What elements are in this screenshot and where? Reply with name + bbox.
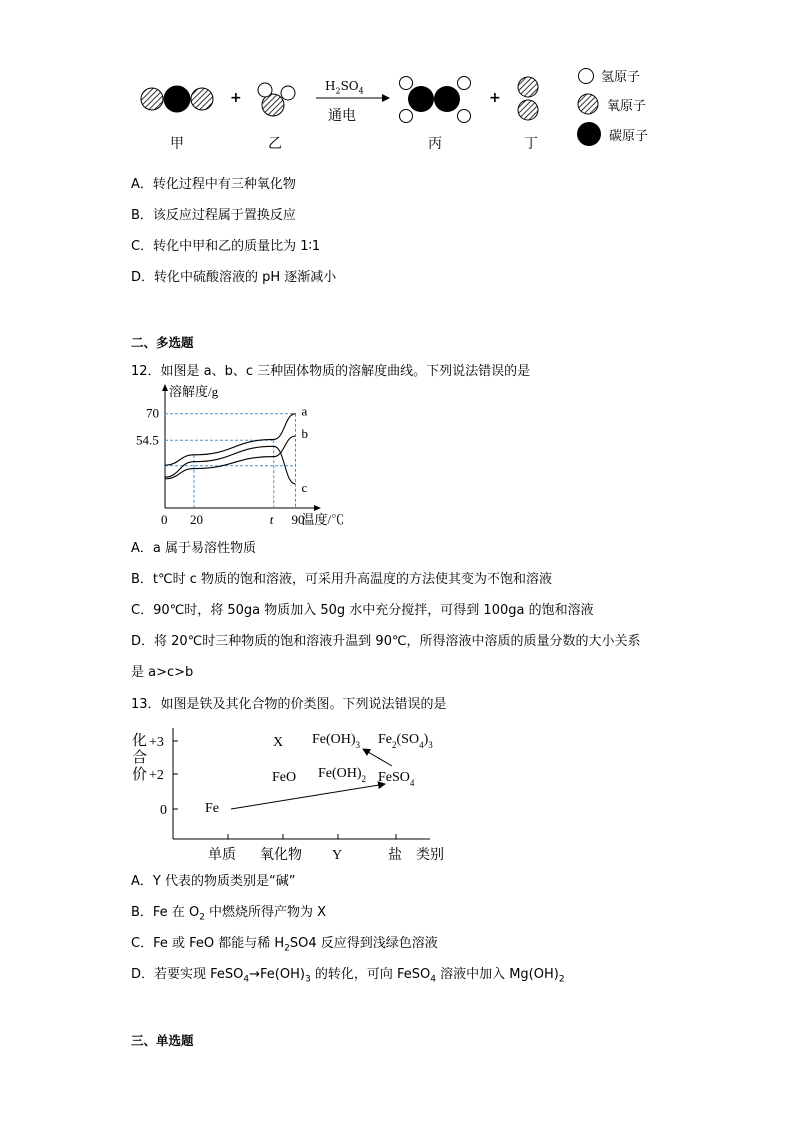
- section-heading-2: 二、多选题: [131, 335, 194, 350]
- x-tick-oxide: 氧化物: [260, 848, 302, 863]
- species-feoh3: $Fe(OH)_3$: [312, 732, 361, 750]
- y-axis-label-3: 价: [132, 767, 148, 783]
- x-tick-elemental: 单质: [208, 848, 236, 863]
- q11-option-b: B．该反应过程属于置换反应: [131, 208, 296, 223]
- species-fe: Fe: [205, 801, 219, 816]
- species-fe2so43: $Fe_2(SO_4)_3$: [378, 732, 433, 750]
- legend-carbon: 碳原子: [577, 121, 648, 147]
- q13-option-d: D．若要实现 $FeSO_4\to Fe(OH)_3$ 的转化，可向 FeSO$_4$ 溶液中加入 $Mg(OH)_2$: [131, 967, 565, 985]
- q12-stem: 12．如图是 a、b、c 三种固体物质的溶解度曲线。下列说法错误的是: [131, 364, 531, 379]
- x-tick-0: 0: [161, 512, 168, 527]
- catalyst-label: $H_2SO_4$: [325, 79, 364, 96]
- q13-option-c: C．Fe 或 FeO 都能与稀 $H_2SO4$ 反应得到浅绿色溶液: [131, 936, 438, 954]
- arrow-feso4-to-feoh3: [363, 749, 392, 766]
- condition-label: 通电: [328, 108, 356, 124]
- q12-option-a: A．a 属于易溶性物质: [131, 541, 256, 556]
- x-tick-y: Y: [332, 848, 343, 863]
- molecule-yi: [258, 83, 295, 116]
- species-feo: FeO: [272, 770, 297, 785]
- species-feoh2: $Fe(OH)_2$: [318, 766, 367, 784]
- q13-option-a: A．Y 代表的物质类别是“碱”: [131, 874, 296, 889]
- x-tick-90: 90: [291, 512, 305, 527]
- x-axis-name: 类别: [416, 848, 444, 863]
- y-tick-54-5: 54.5: [136, 432, 159, 448]
- label-ding: 丁: [524, 136, 538, 152]
- label-jia: 甲: [170, 136, 184, 152]
- x-tick-salt: 盐: [388, 848, 402, 863]
- label-yi: 乙: [268, 136, 282, 152]
- q11-option-d: D．转化中硫酸溶液的 pH 逐渐减小: [131, 270, 337, 285]
- x-tick-20: 20: [190, 512, 203, 527]
- species-x: X: [273, 735, 284, 750]
- curve-label-b: b: [301, 426, 308, 441]
- y-tick-zero: 0: [160, 803, 167, 818]
- x-axis-title: 温度/℃: [301, 512, 345, 527]
- y-tick-plus2: +2: [149, 768, 164, 783]
- section-heading-3: 三、单选题: [131, 1033, 194, 1048]
- y-axis-arrow: [162, 384, 168, 391]
- y-axis-label-2: 合: [132, 750, 148, 766]
- q13-option-b: B．Fe 在 $O_2$ 中燃烧所得产物为 X: [131, 905, 327, 923]
- label-bing: 丙: [428, 136, 442, 152]
- carbon-atom-icon: [577, 121, 603, 147]
- molecule-jia: [141, 86, 213, 113]
- legend-hydrogen: 氢原子: [577, 66, 640, 85]
- hydrogen-atom-icon: [577, 67, 595, 85]
- solubility-chart: [130, 383, 350, 528]
- q13-stem: 13．如图是铁及其化合物的价类图。下列说法错误的是: [131, 697, 447, 712]
- arrow-fe-to-feso4: [231, 784, 385, 809]
- legend-oxygen: 氧原子: [577, 92, 646, 116]
- y-axis-label-1: 化: [132, 733, 148, 749]
- curve-label-c: c: [301, 480, 308, 495]
- q11-option-a: A．转化过程中有三种氧化物: [131, 177, 296, 192]
- x-axis-arrow: [314, 505, 321, 511]
- y-tick-70: 70: [146, 405, 159, 421]
- x-tick-t: t: [269, 512, 274, 527]
- molecule-bing: [400, 77, 471, 123]
- species-feso4: FeSO$_4$: [378, 770, 415, 788]
- q12-option-b: B．t℃时 c 物质的饱和溶液，可采用升高温度的方法使其变为不饱和溶液: [131, 572, 553, 587]
- plus-sign-1: +: [230, 90, 242, 106]
- q12-option-d: D．将 20℃时三种物质的饱和溶液升温到 90℃，所得溶液中溶质的质量分数的大小关系: [131, 634, 641, 649]
- q12-option-c: C．90℃时，将 50ga 物质加入 50g 水中充分搅拌，可得到 100ga 的饱和溶液: [131, 603, 594, 618]
- molecule-ding: [518, 77, 538, 120]
- curve-label-a: a: [301, 403, 308, 419]
- q12-option-d-cont: 是 a>c>b: [131, 665, 194, 680]
- q11-option-c: C．转化中甲和乙的质量比为 1∶1: [131, 239, 321, 254]
- curve-a: [165, 414, 296, 465]
- valence-class-chart: [130, 722, 460, 867]
- plus-sign-2: +: [489, 90, 501, 106]
- y-axis-title: 溶解度/g: [169, 384, 219, 399]
- curve-c: [165, 446, 296, 484]
- y-tick-plus3: +3: [149, 735, 164, 750]
- oxygen-atom-icon: [577, 92, 601, 116]
